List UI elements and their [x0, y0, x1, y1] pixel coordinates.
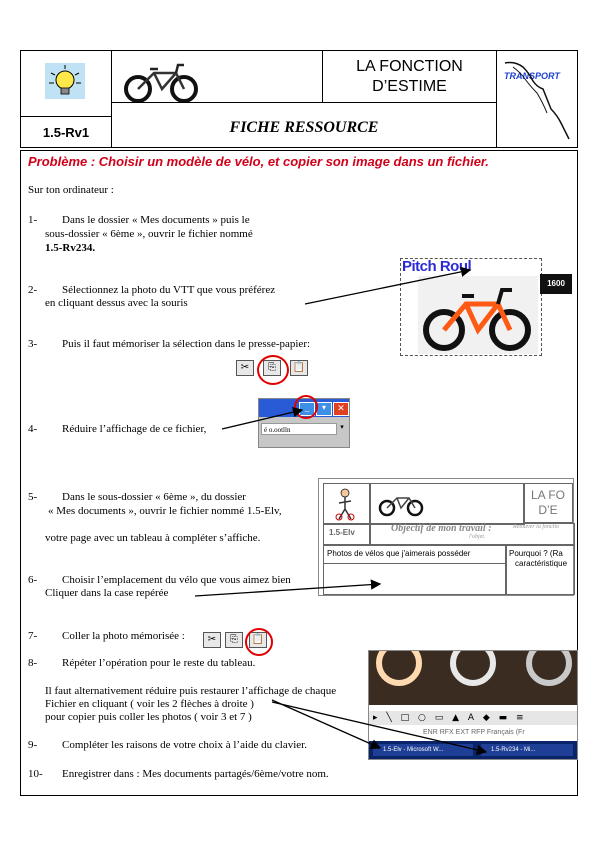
restore-button[interactable]: ▾	[316, 402, 332, 416]
intro-text: Sur ton ordinateur :	[28, 184, 114, 196]
elv-title-line1: LA FO	[530, 488, 565, 502]
document-code: 1.5-Rv1	[42, 125, 90, 140]
elv-objective-small: Retouver la fonctio	[513, 524, 559, 530]
transport-label: TRANSPORT	[504, 71, 560, 81]
paste-icon[interactable]: 📋	[290, 360, 308, 376]
page-title-line2: D’ESTIME	[372, 78, 447, 95]
step-8-line1: Répéter l’opération pour le reste du tableau.	[62, 657, 256, 669]
arrow-to-taskbar-2	[272, 702, 486, 752]
arrow-to-minimize	[222, 410, 302, 429]
close-button[interactable]: ✕	[333, 402, 349, 416]
step-10-line1: Enregistrer dans : Mes documents partagés/6ème/votre nom.	[62, 768, 329, 780]
step-1-line2: sous-dossier « 6ème », ouvrir le fichier nommé	[45, 228, 253, 240]
taskbar-item-elv[interactable]: 1.5-Elv - Microsoft W...	[373, 744, 473, 756]
step-4-number: 4-	[28, 423, 38, 435]
step-6-line2: Cliquer dans la case repérée	[45, 587, 169, 599]
arrow-to-cell	[195, 584, 380, 596]
copy-icon-2[interactable]: ⎘	[225, 632, 243, 648]
problem-statement: Problème : Choisir un modèle de vélo, et copier son image dans un fichier.	[28, 154, 489, 169]
elv-code: 1.5-Elv	[329, 528, 355, 537]
elv-col2-header-b: caractéristique	[515, 559, 568, 568]
step-9-number: 9-	[28, 739, 38, 751]
copy-icon[interactable]: ⎘	[263, 360, 281, 376]
step-4-line1: Réduire l’affichage de ce fichier,	[62, 423, 207, 435]
step-6-number: 6-	[28, 574, 38, 586]
elv-title-line2: D’E	[538, 503, 558, 517]
note-line1: Il faut alternativement réduire puis restaurer l’affichage de chaque	[45, 685, 337, 697]
dropdown-icon[interactable]: ▾	[340, 423, 344, 431]
step-5-line1: Dans le sous-dossier « 6ème », du dossier	[62, 491, 246, 503]
elv-objective-small2: l'objet.	[469, 534, 486, 540]
note-line2: Fichier en cliquant ( voir les 2 flèches à droite )	[45, 698, 254, 710]
step-3-line1: Puis il faut mémoriser la sélection dans le presse-papier:	[62, 338, 311, 350]
pitch-roul-label: Pitch Roul	[402, 258, 472, 275]
step-8-number: 8-	[28, 657, 38, 669]
price-tag: 1600	[540, 274, 572, 294]
scissors-icon[interactable]: ✂	[236, 360, 254, 376]
scissors-icon-2[interactable]: ✂	[203, 632, 221, 648]
elv-col2-header: Pourquoi ? (Ra	[509, 549, 563, 558]
step-2-line2: en cliquant dessus avec la souris	[45, 297, 188, 309]
minimize-button[interactable]: _	[299, 402, 315, 416]
step-3-number: 3-	[28, 338, 38, 350]
note-line3: pour copier puis coller les photos ( voir 3 et 7 )	[45, 711, 252, 723]
step-5-line3: votre page avec un tableau à compléter s’affiche.	[45, 532, 261, 544]
step-2-number: 2-	[28, 284, 38, 296]
taskbar-item-rv234[interactable]: 1.5-Rv234 - Mi...	[481, 744, 573, 756]
step-1-number: 1-	[28, 214, 38, 226]
step-2-line1: Sélectionnez la photo du VTT que vous préférez	[62, 284, 276, 296]
paste-icon-2[interactable]: 📋	[249, 632, 267, 648]
fiche-title: FICHE RESSOURCE	[229, 119, 379, 136]
step-9-line1: Compléter les raisons de votre choix à l’aide du clavier.	[62, 739, 307, 751]
step-1-line1: Dans le dossier « Mes documents » puis le	[62, 214, 250, 226]
page-title-line1: LA FONCTION	[356, 58, 463, 75]
step-6-line1: Choisir l’emplacement du vélo que vous aimez bien	[62, 574, 291, 586]
style-field[interactable]: é o.ootlln	[261, 423, 337, 435]
drawing-toolbar[interactable]: ▸ ╲ □ ○ ▭ ▲ A ◆ ▬ ≡	[369, 711, 577, 725]
elv-col1-header: Photos de vélos que j'aimerais posséder	[327, 549, 471, 558]
elv-objective: Objectif de mon travail :	[391, 523, 492, 534]
step-7-number: 7-	[28, 630, 38, 642]
step-7-line1: Coller la photo mémorisée :	[62, 630, 185, 642]
step-5-number: 5-	[28, 491, 38, 503]
step-1-line3: 1.5-Rv234.	[45, 242, 96, 254]
status-bar: ENR RFX EXT RFP Français (Fr	[423, 729, 525, 736]
arrow-to-photo	[305, 270, 470, 304]
step-10-number: 10-	[28, 768, 43, 780]
step-5-line2: « Mes documents », ouvrir le fichier nommé 1.5-Elv,	[48, 505, 282, 517]
